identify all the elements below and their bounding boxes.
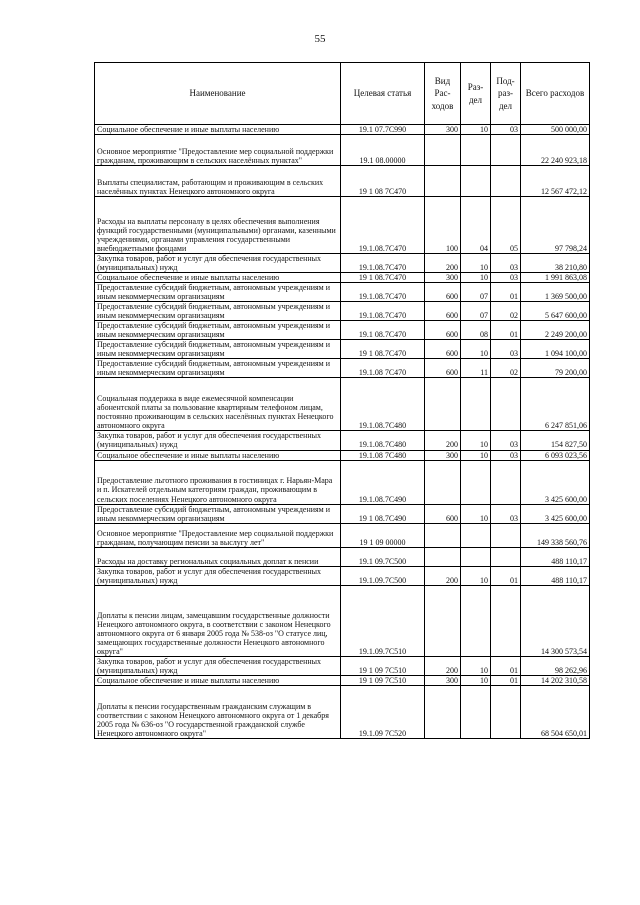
- row-expense-type: [425, 166, 461, 197]
- table-row: [95, 566, 590, 585]
- row-subsection: 03: [491, 273, 521, 283]
- row-amount: 14 300 573,54: [521, 585, 590, 656]
- row-expense-type: 200: [425, 431, 461, 450]
- row-subsection: [491, 378, 521, 431]
- row-target-article: 19.1.08.7С490: [341, 460, 425, 504]
- row-subsection: 05: [491, 197, 521, 254]
- row-subsection: 03: [491, 504, 521, 523]
- row-expense-type: 600: [425, 321, 461, 340]
- table-row: [95, 254, 590, 273]
- row-name: Доплаты к пенсии лицам, замещавшим государственные должности Ненецкого автономного округа, в соответствии с законом Ненецкого автономного округа от 6 января 2005 года № 538-оз "О статусе лиц, замещающих государственные должности Ненецкого автономного округа": [95, 585, 341, 656]
- table-row: [95, 197, 590, 254]
- row-section: [461, 685, 491, 738]
- row-expense-type: 600: [425, 359, 461, 378]
- row-section: 10: [461, 656, 491, 675]
- row-target-article: 19.1 09.7С500: [341, 547, 425, 566]
- row-expense-type: [425, 685, 461, 738]
- row-target-article: 19.1 07.7С990: [341, 125, 425, 135]
- row-subsection: 01: [491, 283, 521, 302]
- row-subsection: [491, 685, 521, 738]
- row-amount: 1 369 500,00: [521, 283, 590, 302]
- row-subsection: 02: [491, 302, 521, 321]
- row-amount: 6 093 023,56: [521, 450, 590, 460]
- row-section: [461, 585, 491, 656]
- table-row: [95, 547, 590, 566]
- row-name: Социальное обеспечение и иные выплаты населению: [95, 675, 341, 685]
- row-expense-type: 200: [425, 656, 461, 675]
- row-amount: 149 338 560,76: [521, 523, 590, 547]
- table-row: [95, 302, 590, 321]
- row-amount: 22 240 923,18: [521, 135, 590, 166]
- row-target-article: 19 1 09 7С510: [341, 656, 425, 675]
- row-subsection: 03: [491, 450, 521, 460]
- row-expense-type: 300: [425, 125, 461, 135]
- table-row: [95, 125, 590, 135]
- row-expense-type: 600: [425, 504, 461, 523]
- row-expense-type: [425, 547, 461, 566]
- row-name: Основное мероприятие "Предоставление мер социальной поддержки гражданам, получающим пенсии за выслугу лет": [95, 523, 341, 547]
- row-name: Социальное обеспечение и иные выплаты населению: [95, 273, 341, 283]
- row-section: 07: [461, 283, 491, 302]
- row-name: Предоставление субсидий бюджетным, автономным учреждениям и иным некоммерческим организациям: [95, 504, 341, 523]
- row-expense-type: 100: [425, 197, 461, 254]
- row-target-article: 19 1 09 00000: [341, 523, 425, 547]
- table-row: [95, 504, 590, 523]
- row-subsection: [491, 523, 521, 547]
- row-name: Социальное обеспечение и иные выплаты населению: [95, 450, 341, 460]
- row-target-article: 19.1.08 7С470: [341, 359, 425, 378]
- row-name: Выплаты специалистам, работающим и проживающим в сельских населённых пунктах Ненецкого автономного округа: [95, 166, 341, 197]
- row-amount: 98 262,96: [521, 656, 590, 675]
- row-subsection: 03: [491, 254, 521, 273]
- row-name: Предоставление субсидий бюджетным, автономным учреждениям и иным некоммерческим организациям: [95, 359, 341, 378]
- row-name: Закупка товаров, работ и услуг для обеспечения государственных (муниципальных) нужд: [95, 254, 341, 273]
- row-amount: 5 647 600,00: [521, 302, 590, 321]
- row-subsection: 01: [491, 656, 521, 675]
- row-subsection: [491, 166, 521, 197]
- row-target-article: 19.1.08.7С480: [341, 378, 425, 431]
- table-row: [95, 273, 590, 283]
- row-amount: 12 567 472,12: [521, 166, 590, 197]
- row-target-article: 19.1.09 7С520: [341, 685, 425, 738]
- table-row: [95, 166, 590, 197]
- row-expense-type: 200: [425, 566, 461, 585]
- row-section: 10: [461, 504, 491, 523]
- row-amount: 1 991 863,08: [521, 273, 590, 283]
- row-subsection: 01: [491, 566, 521, 585]
- row-name: Социальное обеспечение и иные выплаты населению: [95, 125, 341, 135]
- row-target-article: 19 1 08.7С470: [341, 273, 425, 283]
- row-subsection: 01: [491, 321, 521, 340]
- row-amount: 1 094 100,00: [521, 340, 590, 359]
- table-row: [95, 450, 590, 460]
- row-name: Предоставление субсидий бюджетным, автономным учреждениям и иным некоммерческим организациям: [95, 283, 341, 302]
- row-amount: 97 798,24: [521, 197, 590, 254]
- row-section: [461, 135, 491, 166]
- row-subsection: [491, 460, 521, 504]
- header-expense-type: Вид Рас- ходов: [425, 63, 461, 125]
- row-section: 10: [461, 340, 491, 359]
- table-row: [95, 585, 590, 656]
- row-name: Предоставление субсидий бюджетным, автономным учреждениям и иным некоммерческим организациям: [95, 340, 341, 359]
- row-name: Расходы на выплаты персоналу в целях обеспечения выполнения функций государственными (муниципальными) органами, казенными учреждениями, органами управления государственными внебюджетными фондами: [95, 197, 341, 254]
- row-name: Основное мероприятие "Предоставление мер социальной поддержки гражданам, проживающим в сельских населённых пунктах": [95, 135, 341, 166]
- row-section: 10: [461, 254, 491, 273]
- row-section: 10: [461, 273, 491, 283]
- table-row: [95, 656, 590, 675]
- row-section: 10: [461, 675, 491, 685]
- table-row: [95, 685, 590, 738]
- budget-table: [94, 62, 590, 739]
- row-amount: 68 504 650,01: [521, 685, 590, 738]
- table-row: [95, 135, 590, 166]
- row-expense-type: [425, 523, 461, 547]
- row-subsection: [491, 547, 521, 566]
- row-target-article: 19 1 08 7С470: [341, 166, 425, 197]
- row-name: Предоставление льготного проживания в гостиницах г. Нарьян-Мара и п. Искателей отдельным категориям граждан, проживающим в сельских поселениях Ненецкого автономного округа: [95, 460, 341, 504]
- row-target-article: 19.1.09.7С510: [341, 585, 425, 656]
- row-expense-type: [425, 135, 461, 166]
- row-amount: 79 200,00: [521, 359, 590, 378]
- row-target-article: 19.1 08.7С470: [341, 321, 425, 340]
- row-subsection: 01: [491, 675, 521, 685]
- table-row: [95, 431, 590, 450]
- row-target-article: 19 1 08.7С490: [341, 504, 425, 523]
- row-name: Социальная поддержка в виде ежемесячной компенсации абонентской платы за пользование квартирным телефоном лицам, постоянно проживающим в сельских населённых пунктах Ненецкого автономного округа: [95, 378, 341, 431]
- row-section: 11: [461, 359, 491, 378]
- row-target-article: 19.1.09.7С500: [341, 566, 425, 585]
- row-expense-type: 600: [425, 340, 461, 359]
- row-section: 10: [461, 431, 491, 450]
- row-subsection: [491, 135, 521, 166]
- row-expense-type: 300: [425, 450, 461, 460]
- table-row: [95, 460, 590, 504]
- row-target-article: 19.1.08.7С470: [341, 283, 425, 302]
- row-target-article: 19.1.08.7С470: [341, 197, 425, 254]
- header-section: Раз- дел: [461, 63, 491, 125]
- row-amount: 154 827,50: [521, 431, 590, 450]
- table-row: [95, 340, 590, 359]
- row-target-article: 19.1.08.7С470: [341, 302, 425, 321]
- row-target-article: 19.1.08.7С470: [341, 254, 425, 273]
- row-section: [461, 547, 491, 566]
- row-name: Доплаты к пенсии государственным гражданским служащим в соответствии с законом Ненецкого автономного округа от 1 декабря 2005 года № 636-оз "О государственной гражданской службе Ненецкого автономного округа": [95, 685, 341, 738]
- row-expense-type: 600: [425, 283, 461, 302]
- row-name: Закупка товаров, работ и услуг для обеспечения государственных (муниципальных) нужд: [95, 431, 341, 450]
- table-row: [95, 283, 590, 302]
- row-section: [461, 166, 491, 197]
- row-amount: 500 000,00: [521, 125, 590, 135]
- row-section: 04: [461, 197, 491, 254]
- row-section: 07: [461, 302, 491, 321]
- row-target-article: 19.1.08.7С480: [341, 431, 425, 450]
- row-name: Закупка товаров, работ и услуг для обеспечения государственных (муниципальных) нужд: [95, 566, 341, 585]
- row-expense-type: [425, 460, 461, 504]
- table-header-row: [95, 63, 590, 125]
- row-expense-type: 200: [425, 254, 461, 273]
- row-expense-type: 300: [425, 273, 461, 283]
- row-amount: 6 247 851,06: [521, 378, 590, 431]
- table-row: [95, 378, 590, 431]
- header-target: Целевая статья: [341, 63, 425, 125]
- row-subsection: 03: [491, 431, 521, 450]
- row-expense-type: [425, 378, 461, 431]
- row-expense-type: 300: [425, 675, 461, 685]
- row-section: 10: [461, 125, 491, 135]
- page-number: 55: [314, 33, 326, 45]
- row-subsection: 03: [491, 340, 521, 359]
- header-subsection: Под- раз- дел: [491, 63, 521, 125]
- row-section: [461, 460, 491, 504]
- row-amount: 488 110,17: [521, 566, 590, 585]
- row-target-article: 19 1 08.7С470: [341, 340, 425, 359]
- row-target-article: 19.1 08.00000: [341, 135, 425, 166]
- row-section: 08: [461, 321, 491, 340]
- table-row: [95, 675, 590, 685]
- row-subsection: [491, 585, 521, 656]
- row-amount: 488 110,17: [521, 547, 590, 566]
- row-section: [461, 523, 491, 547]
- row-name: Расходы на доставку региональных социальных доплат к пенсии: [95, 547, 341, 566]
- row-amount: 3 425 600,00: [521, 504, 590, 523]
- row-amount: 14 202 310,58: [521, 675, 590, 685]
- table-row: [95, 523, 590, 547]
- row-subsection: 03: [491, 125, 521, 135]
- row-amount: 2 249 200,00: [521, 321, 590, 340]
- row-expense-type: [425, 585, 461, 656]
- row-section: 10: [461, 450, 491, 460]
- row-amount: 38 210,80: [521, 254, 590, 273]
- header-total: Всего расходов: [521, 63, 590, 125]
- row-section: [461, 378, 491, 431]
- row-name: Предоставление субсидий бюджетным, автономным учреждениям и иным некоммерческим организациям: [95, 321, 341, 340]
- row-expense-type: 600: [425, 302, 461, 321]
- row-target-article: 19.1.08 7С480: [341, 450, 425, 460]
- row-section: 10: [461, 566, 491, 585]
- row-name: Закупка товаров, работ и услуг для обеспечения государственных (муниципальных) нужд: [95, 656, 341, 675]
- row-target-article: 19 1 09 7С510: [341, 675, 425, 685]
- table-row: [95, 321, 590, 340]
- row-amount: 3 425 600,00: [521, 460, 590, 504]
- table-row: [95, 359, 590, 378]
- row-name: Предоставление субсидий бюджетным, автономным учреждениям и иным некоммерческим организациям: [95, 302, 341, 321]
- row-subsection: 02: [491, 359, 521, 378]
- header-name: Наименование: [95, 63, 341, 125]
